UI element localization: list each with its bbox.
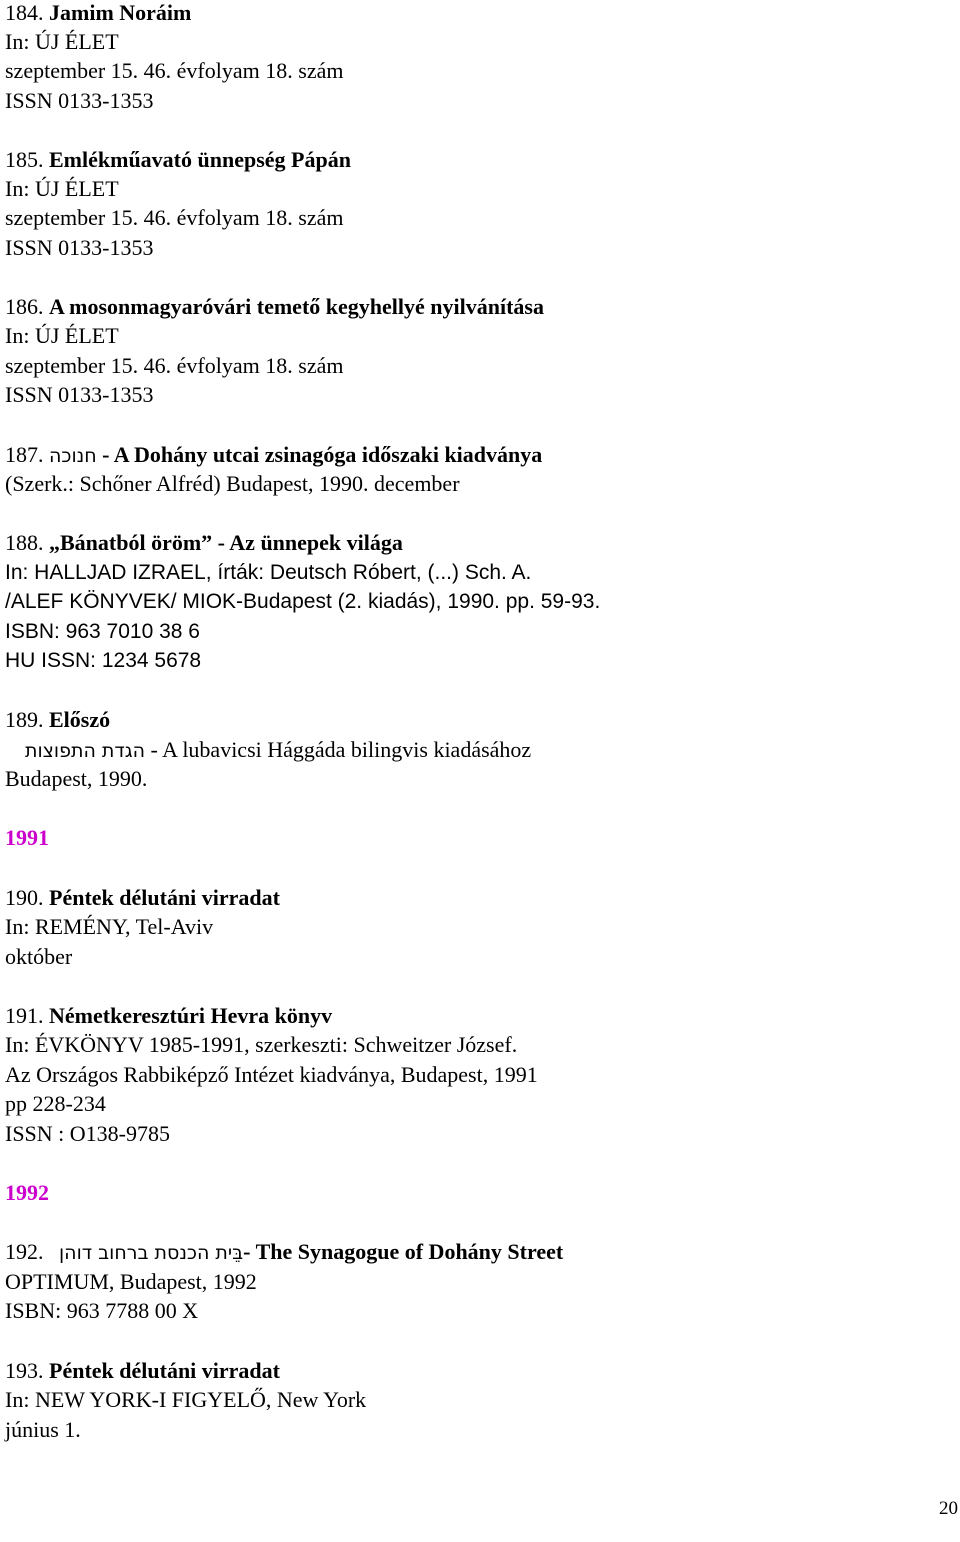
entry-number: 184. [5, 0, 44, 25]
entry-191-source: In: ÉVKÖNYV 1985-1991, szerkeszti: Schweitzer József. [5, 1032, 518, 1057]
entry-subtitle-text: - A lubavicsi Hággáda bilingvis kiadásához [150, 737, 532, 762]
entry-title: Jamim Noráim [49, 0, 192, 25]
entry-184-heading [5, 0, 191, 28]
entry-title: - A Dohány utcai zsinagóga időszaki kiadványa [102, 442, 543, 467]
entry-title: Előszó [49, 707, 111, 732]
entry-title: - The Synagogue of Dohány Street [243, 1239, 564, 1264]
entry-186-source: In: ÚJ ÉLET [5, 323, 119, 348]
entry-188-publisher: /ALEF KÖNYVEK/ MIOK-Budapest (2. kiadás), 1990. pp. 59-93. [5, 590, 601, 613]
entry-193-source: In: NEW YORK-I FIGYELŐ, New York [5, 1387, 367, 1412]
entry-hebrew-title: בֵּית הכנסת ברחוב דוהן [59, 1242, 244, 1264]
entry-190-heading [5, 883, 280, 913]
entry-187-editor: (Szerk.: Schőner Alfréd) Budapest, 1990. december [5, 471, 460, 496]
entry-number: 191. [5, 1003, 44, 1028]
page-number: 20 [939, 1498, 958, 1519]
entry-title: A mosonmagyaróvári temető kegyhellyé nyilvánítása [49, 294, 544, 319]
entry-number: 192. [5, 1239, 44, 1264]
entry-hebrew-title: חנוכה [49, 445, 97, 467]
entry-191-issn: ISSN : O138-9785 [5, 1121, 171, 1146]
entry-188-heading [5, 528, 403, 558]
entry-185-date: szeptember 15. 46. évfolyam 18. szám [5, 205, 344, 230]
entry-190-date: október [5, 944, 73, 969]
entry-184-issn: ISSN 0133-1353 [5, 88, 154, 113]
entry-title: Emlékműavató ünnepség Pápán [49, 147, 351, 172]
entry-187-heading [5, 440, 542, 470]
entry-184-source: In: ÚJ ÉLET [5, 29, 119, 54]
entry-number: 185. [5, 147, 44, 172]
entry-185-heading [5, 145, 351, 175]
entry-189-heading [5, 705, 110, 735]
entry-186-heading [5, 292, 544, 322]
entry-number: 188. [5, 530, 44, 555]
entry-190-source: In: REMÉNY, Tel-Aviv [5, 914, 214, 939]
entry-189-place: Budapest, 1990. [5, 766, 148, 791]
entry-191-pages: pp 228-234 [5, 1091, 106, 1116]
entry-number: 190. [5, 885, 44, 910]
entry-number: 193. [5, 1358, 44, 1383]
entry-title: Péntek délutáni virradat [49, 885, 280, 910]
entry-191-publisher: Az Országos Rabbiképző Intézet kiadványa, Budapest, 1991 [5, 1062, 538, 1087]
entry-185-source: In: ÚJ ÉLET [5, 176, 119, 201]
entry-192-publisher: OPTIMUM, Budapest, 1992 [5, 1269, 257, 1294]
entry-number: 187. [5, 442, 44, 467]
entry-193-heading [5, 1356, 280, 1386]
entry-191-heading [5, 1001, 332, 1031]
entry-192-heading [5, 1237, 563, 1267]
entry-186-date: szeptember 15. 46. évfolyam 18. szám [5, 353, 344, 378]
entry-number: 189. [5, 707, 44, 732]
entry-188-issn: HU ISSN: 1234 5678 [5, 649, 202, 672]
entry-188-isbn: ISBN: 963 7010 38 6 [5, 620, 200, 643]
entry-189-subtitle [25, 735, 531, 765]
entry-186-issn: ISSN 0133-1353 [5, 382, 154, 407]
entry-title: „Bánatból öröm” - Az ünnepek világa [49, 530, 403, 555]
entry-193-date: június 1. [5, 1417, 81, 1442]
entry-188-source: In: HALLJAD IZRAEL, írták: Deutsch Róbert, (...) Sch. A. [5, 561, 532, 584]
entry-184-date: szeptember 15. 46. évfolyam 18. szám [5, 58, 344, 83]
year-heading-1991: 1991 [5, 825, 49, 850]
entry-title: Németkeresztúri Hevra könyv [49, 1003, 333, 1028]
entry-number: 186. [5, 294, 44, 319]
entry-title: Péntek délutáni virradat [49, 1358, 280, 1383]
year-heading-1992: 1992 [5, 1180, 49, 1205]
entry-hebrew-title: הגדת התפוצות [25, 740, 146, 762]
entry-192-isbn: ISBN: 963 7788 00 X [5, 1298, 199, 1323]
entry-185-issn: ISSN 0133-1353 [5, 235, 154, 260]
